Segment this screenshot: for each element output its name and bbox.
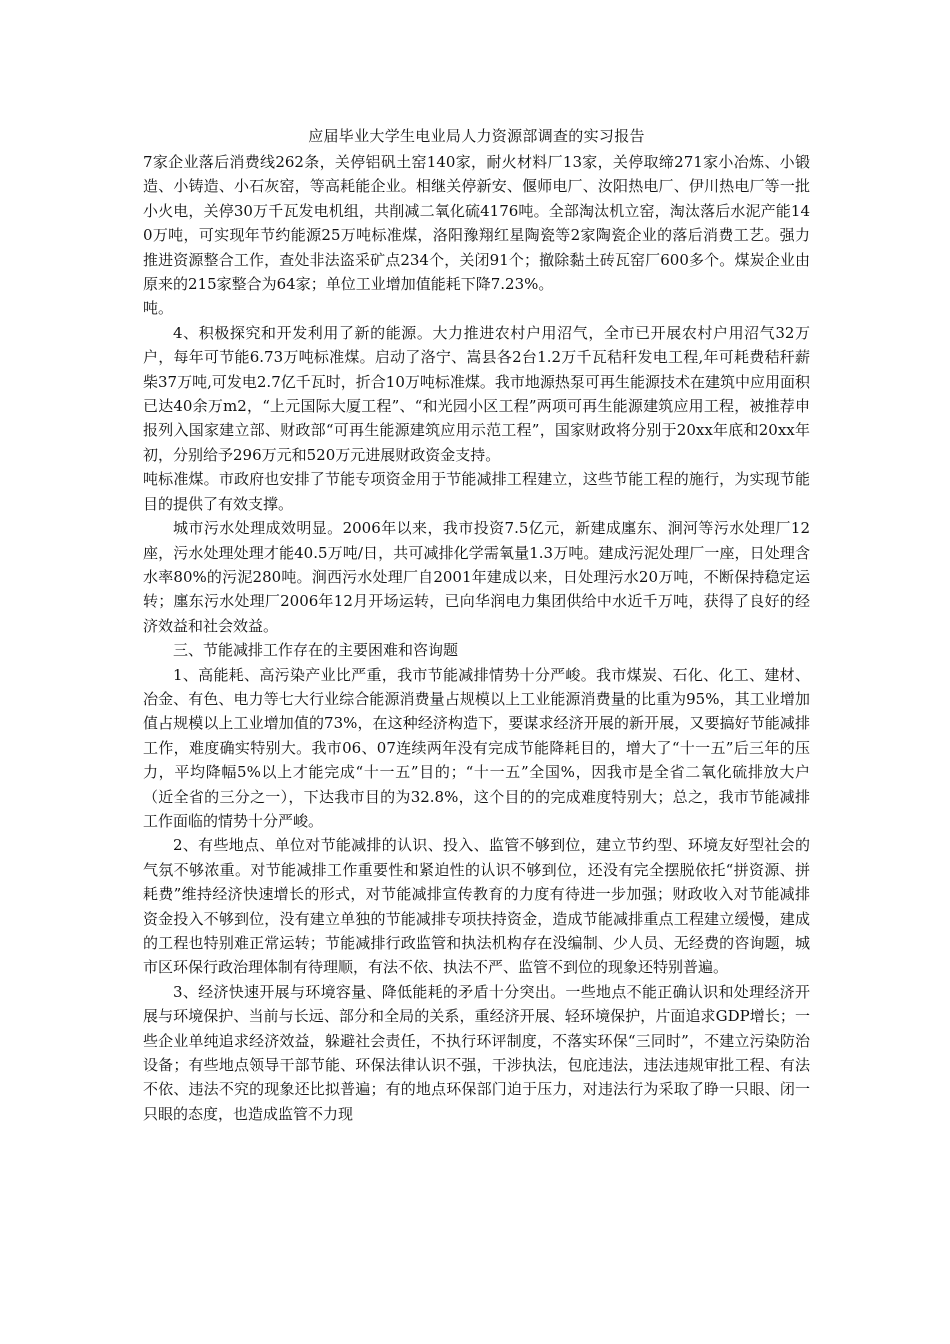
- document-page: [143, 124, 810, 1126]
- paragraph-4: 吨标准煤。市政府也安排了节能专项资金用于节能减排工程建立，这些节能工程的施行，为实现节能目的提供了有效支撑。: [143, 470, 810, 513]
- paragraph-8: 2、有些地点、单位对节能减排的认识、投入、监管不够到位，建立节约型、环境友好型社会的气氛不够浓重。对节能减排工作重要性和紧迫性的认识不够到位，还没有完全摆脱依托“拼资源、拼耗费”维持经济快速增长的形式，对节能减排宣传教育的力度有待进一步加强；财政收入对节能减排资金投入不够到位，没有建立单独的节能减排专项扶持资金，造成节能减排重点工程建立缓慢，建成的工程也特别难正常运转；节能减排行政监管和执法机构存在没编制、少人员、无经费的咨询题，城市区环保行政治理体制有待理顺，有法不依、执法不严、监管不到位的现象还特别普遍。: [143, 836, 810, 977]
- paragraph-5: 城市污水处理成效明显。2006年以来，我市投资7.5亿元，新建成廛东、涧河等污水处理厂12座，污水处理处理才能40.5万吨/日，共可减排化学需氧量1.3万吨。建成污泥处理厂一座，日处理含水率80%的污泥280吨。涧西污水处理厂自2001年建成以来，日处理污水20万吨，不断保持稳定运转；廛东污水处理厂2006年12月开场运转，已向华润电力集团供给中水近千万吨，获得了良好的经济效益和社会效益。: [143, 519, 810, 635]
- section-heading: 三、节能减排工作存在的主要困难和咨询题: [173, 641, 459, 660]
- paragraph-7: 1、高能耗、高污染产业比严重，我市节能减排情势十分严峻。我市煤炭、石化、化工、建材、冶金、有色、电力等七大行业综合能源消费量占规模以上工业能源消费量的比重为95%，其工业增加值占规模以上工业增加值的73%，在这种经济构造下，要谋求经济开展的新开展，又要搞好节能减排工作，难度确实特别大。我市06、07连续两年没有完成节能降耗目的，增大了“十一五”后三年的压力，平均降幅5%以上才能完成“十一五”目的；“十一五”全国%，因我市是全省二氧化硫排放大户（近全省的三分之一），下达我市目的为32.8%，这个目的的完成难度特别大；总之，我市节能减排工作面临的情势十分严峻。: [143, 665, 810, 830]
- paragraph-9: 3、经济快速开展与环境容量、降低能耗的矛盾十分突出。一些地点不能正确认识和处理经济开展与环境保护、当前与长远、部分和全局的关系，重经济开展、轻环境保护，片面追求GDP增长；一些企业单纯追求经济效益，躲避社会责任，不执行环评制度，不落实环保“三同时”，不建立污染防治设备；有些地点领导干部节能、环保法律认识不强，干涉执法，包庇违法，违法违规审批工程、有法不依、违法不究的现象还比拟普遍；有的地点环保部门迫于压力，对违法行为采取了睁一只眼、闭一只眼的态度，也造成监管不力现: [143, 982, 810, 1123]
- paragraph-2: 吨。: [143, 299, 174, 318]
- paragraph-3: 4、积极探究和开发利用了新的能源。大力推进农村户用沼气，全市已开展农村户用沼气32万户，每年可节能6.73万吨标准煤。启动了洛宁、嵩县各2台1.2万千瓦秸秆发电工程,年可耗费秸秆薪柴37万吨,可发电2.7亿千瓦时，折合10万吨标准煤。我市地源热泵可再生能源技术在建筑中应用面积已达40余万m2，“上元国际大厦工程”、“和光园小区工程”两项可再生能源建筑应用工程，被推荐申报列入国家建立部、财政部“可再生能源建筑应用示范工程”，国家财政将分别于20xx年底和20xx年初，分别给予296万元和520万元进展财政资金支持。: [143, 323, 810, 464]
- paragraph-1: 7家企业落后消费线262条，关停铝矾土窑140家，耐火材料厂13家，关停取缔271家小冶炼、小锻造、小铸造、小石灰窑，等高耗能企业。相继关停新安、偃师电厂、汝阳热电厂、伊川热电厂等一批小火电，关停30万千瓦发电机组，共削减二氧化硫4176吨。全部淘汰机立窑，淘汰落后水泥产能140万吨，可实现年节约能源25万吨标准煤，洛阳豫翔红星陶瓷等2家陶瓷企业的落后消费工艺。强力推进资源整合工作，查处非法盗采矿点234个，关闭91个；撤除黏土砖瓦窑厂600多个。煤炭企业由原来的215家整合为64家；单位工业增加值能耗下降7.23%。: [143, 153, 810, 294]
- document-title: 应届毕业大学生电业局人力资源部调查的实习报告: [308, 127, 645, 145]
